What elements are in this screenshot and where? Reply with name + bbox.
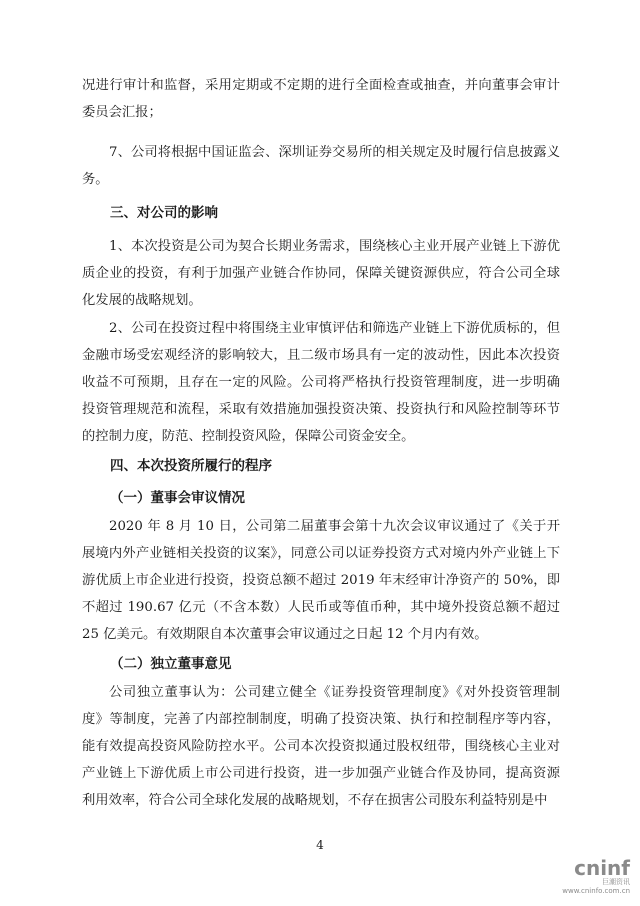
paragraph-audit-continued: 况进行审计和监督，采用定期或不定期的进行全面检查或抽查，并向董事会审计委员会汇报； [82, 78, 560, 120]
section-heading-3: 三、对公司的影响 [110, 205, 218, 221]
paragraph-board-review: 2020 年 8 月 10 日，公司第二届董事会第十九次会议审议通过了《关于开展境内外产业链相关投资的议案》，同意公司以证券投资方式对境内外产业链上下游优质上市企业进行投资，投资总额不超过 2019 年末经审计净资产的 50%，即不超过 190.67 亿元（不含本数）人民币或等值币种，其中境外投资总额不超过 25 亿美元。有效期限自本次董事会审议通过之日起 12 个月内有效。 [82, 519, 560, 642]
paragraph-independent-opinion: 公司独立董事认为：公司建立健全《证券投资管理制度》《对外投资管理制度》等制度，完善了内部控制制度，明确了投资决策、执行和控制程序等内容，能有效提高投资风险防控水平。公司本次投资拟通过股权纽带，围绕核心主业对产业链上下游优质上市公司进行投资，进一步加强产业链合作及协同，提高资源利用效率，符合公司全球化发展的战略规划，不存在损害公司股东利益特别是中 [82, 685, 560, 808]
cninf-url: www.cninfo.com.cn [562, 887, 630, 895]
cninf-brand-cn: 巨潮资讯 [602, 878, 630, 886]
cninf-watermark-logo [562, 858, 630, 896]
subsection-heading-board: （一）董事会审议情况 [110, 490, 245, 506]
subsection-heading-independent-directors: （二）独立董事意见 [110, 656, 232, 672]
paragraph-item-7: 7、公司将根据中国证监会、深圳证券交易所的相关规定及时履行信息披露义务。 [82, 145, 560, 187]
paragraph-impact-2: 2、公司在投资过程中将围绕主业审慎评估和筛选产业链上下游优质标的，但金融市场受宏观经济的影响较大，且二级市场具有一定的波动性，因此本次投资收益不可预期，且存在一定的风险。公司将严格执行投资管理制度，进一步明确投资管理规范和流程，采取有效措施加强投资决策、投资执行和风险控制等环节的控制力度，防范、控制投资风险，保障公司资金安全。 [82, 321, 560, 444]
cninf-brand: cninf [574, 856, 630, 880]
page-number: 4 [316, 838, 324, 852]
paragraph-impact-1: 1、本次投资是公司为契合长期业务需求，围绕核心主业开展产业链上下游优质企业的投资，有利于加强产业链合作协同，保障关键资源供应，符合公司全球化发展的战略规划。 [82, 239, 560, 308]
section-heading-4: 四、本次投资所履行的程序 [110, 458, 272, 474]
